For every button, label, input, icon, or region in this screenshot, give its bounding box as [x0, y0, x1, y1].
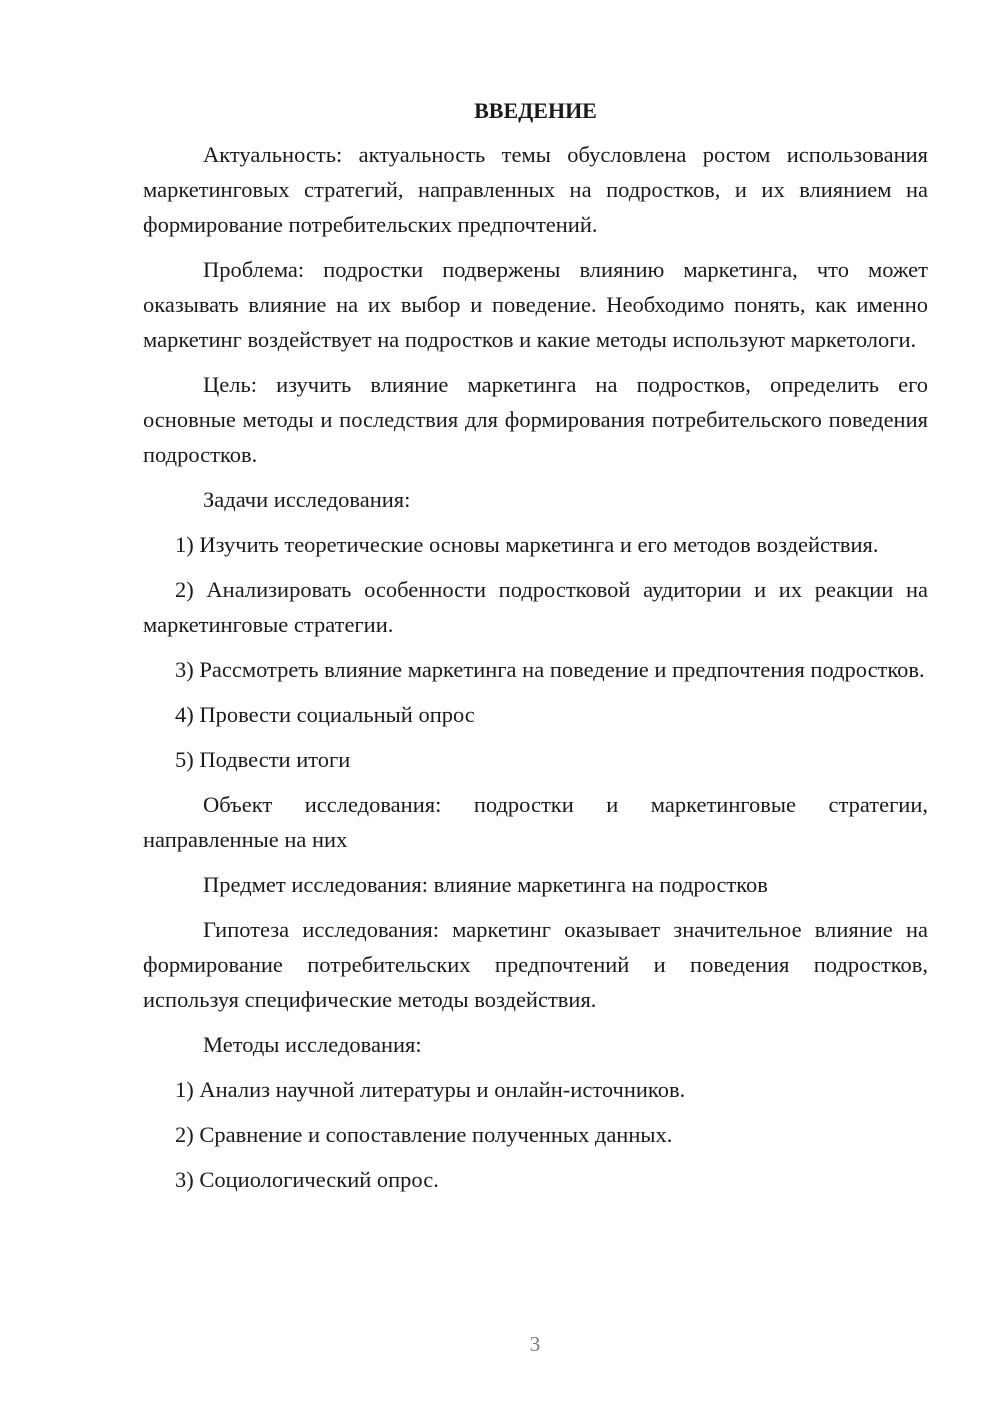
problem-paragraph: Проблема: подростки подвержены влиянию маркетинга, что может оказывать влияние на их выбор и поведение. Необходимо понять, как именно маркетинг воздействует на подростков и какие методы используют маркетологи.	[143, 257, 928, 352]
task-item: 4) Провести социальный опрос	[175, 702, 475, 727]
method-item: 2) Сравнение и сопоставление полученных данных.	[175, 1122, 673, 1147]
subject-paragraph: Предмет исследования: влияние маркетинга на подростков	[203, 872, 768, 897]
relevance-paragraph: Актуальность: актуальность темы обусловлена ростом использования маркетинговых стратегий, направленных на подростков, и их влиянием на формирование потребительских предпочтений.	[143, 142, 928, 237]
object-paragraph: Объект исследования: подростки и маркетинговые стратегии, направленные на них	[143, 792, 928, 852]
page-number: 3	[529, 1332, 541, 1356]
goal-paragraph: Цель: изучить влияние маркетинга на подростков, определить его основные методы и последствия для формирования потребительского поведения подростков.	[143, 372, 928, 467]
methods-heading: Методы исследования:	[203, 1032, 422, 1057]
tasks-heading: Задачи исследования:	[203, 487, 411, 512]
task-item: 5) Подвести итоги	[175, 747, 351, 772]
task-item: 3) Рассмотреть влияние маркетинга на поведение и предпочтения подростков.	[175, 657, 925, 682]
method-item: 3) Социологический опрос.	[175, 1167, 439, 1192]
document-page	[143, 95, 928, 1207]
hypothesis-paragraph: Гипотеза исследования: маркетинг оказывает значительное влияние на формирование потребительских предпочтений и поведения подростков, используя специфические методы воздействия.	[143, 917, 928, 1012]
task-item: 2) Анализировать особенности подростковой аудитории и их реакции на маркетинговые стратегии.	[143, 577, 928, 637]
task-item: 1) Изучить теоретические основы маркетинга и его методов воздействия.	[175, 532, 879, 557]
page-title: ВВЕДЕНИЕ	[474, 98, 597, 123]
method-item: 1) Анализ научной литературы и онлайн-источников.	[175, 1077, 686, 1102]
